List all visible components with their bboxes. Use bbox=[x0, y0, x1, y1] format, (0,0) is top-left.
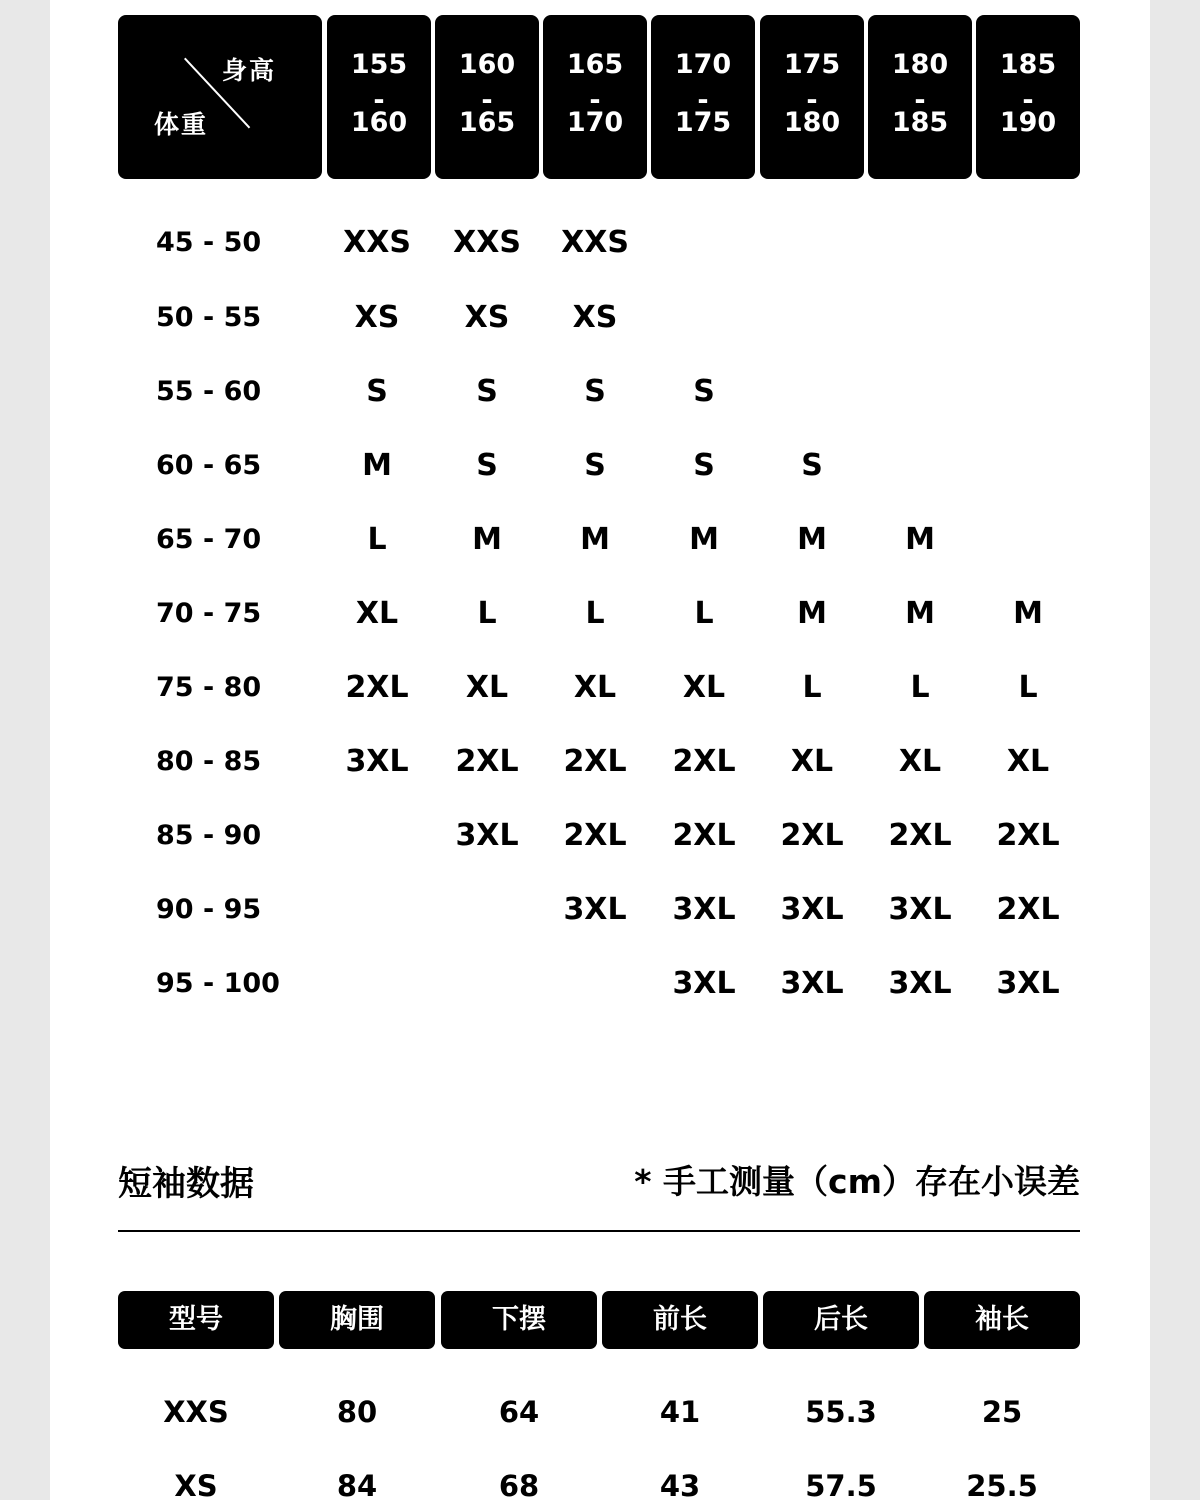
weight-range-label: 45 - 50 bbox=[156, 227, 262, 258]
size-cell: 3XL bbox=[780, 966, 844, 1001]
height-from: 180 bbox=[891, 49, 949, 80]
size-cell: S bbox=[693, 374, 715, 409]
size-cell: M bbox=[797, 522, 827, 557]
height-from: 185 bbox=[999, 49, 1057, 80]
size-cell: XL bbox=[355, 596, 399, 631]
size-cell: 2XL bbox=[888, 818, 952, 853]
column-header-chest: 胸围 bbox=[279, 1291, 435, 1349]
height-to: 165 bbox=[458, 107, 516, 138]
height-to: 185 bbox=[891, 107, 949, 138]
size-cell: XXS bbox=[343, 225, 411, 260]
measurement-cell: 55.3 bbox=[805, 1395, 877, 1429]
size-cell: XXS bbox=[561, 225, 629, 260]
size-cell: XL bbox=[465, 670, 509, 705]
size-cell: M bbox=[905, 596, 935, 631]
measurement-cell: 84 bbox=[336, 1469, 378, 1500]
size-cell: S bbox=[584, 448, 606, 483]
size-cell: 2XL bbox=[563, 818, 627, 853]
size-cell: M bbox=[1013, 596, 1043, 631]
column-header-back-length: 后长 bbox=[763, 1291, 919, 1349]
height-sep: - bbox=[1022, 85, 1034, 116]
size-cell: XL bbox=[898, 744, 942, 779]
height-range-header bbox=[760, 15, 864, 179]
size-cell: 3XL bbox=[996, 966, 1060, 1001]
section-title: 短袖数据 bbox=[118, 1164, 254, 1204]
measurement-cell: 57.5 bbox=[805, 1469, 877, 1500]
size-cell: L bbox=[694, 596, 714, 631]
model-cell: XXS bbox=[163, 1395, 229, 1429]
height-sep: - bbox=[481, 85, 493, 116]
size-cell: 2XL bbox=[672, 818, 736, 853]
height-to: 190 bbox=[999, 107, 1057, 138]
height-label: 身高 bbox=[222, 56, 277, 85]
size-cell: S bbox=[476, 448, 498, 483]
weight-range-label: 80 - 85 bbox=[156, 746, 262, 777]
size-cell: XS bbox=[354, 300, 400, 335]
size-cell: 3XL bbox=[672, 966, 736, 1001]
height-from: 165 bbox=[566, 49, 624, 80]
size-cell: M bbox=[472, 522, 502, 557]
size-cell: XS bbox=[464, 300, 510, 335]
height-range-header bbox=[435, 15, 539, 179]
size-cell: XL bbox=[573, 670, 617, 705]
weight-label: 体重 bbox=[154, 110, 209, 139]
size-cell: M bbox=[905, 522, 935, 557]
size-cell: XL bbox=[1006, 744, 1050, 779]
size-cell: 3XL bbox=[672, 892, 736, 927]
height-from: 170 bbox=[674, 49, 732, 80]
height-sep: - bbox=[914, 85, 926, 116]
size-cell: 2XL bbox=[996, 818, 1060, 853]
measurement-cell: 43 bbox=[659, 1469, 701, 1500]
column-header-front-length: 前长 bbox=[602, 1291, 758, 1349]
weight-range-label: 65 - 70 bbox=[156, 524, 262, 555]
size-cell: S bbox=[801, 448, 823, 483]
measurement-cell: 68 bbox=[498, 1469, 540, 1500]
height-to: 170 bbox=[566, 107, 624, 138]
column-header-model: 型号 bbox=[118, 1291, 274, 1349]
size-cell: S bbox=[584, 374, 606, 409]
height-range-header bbox=[651, 15, 755, 179]
size-cell: 3XL bbox=[563, 892, 627, 927]
size-cell: L bbox=[910, 670, 930, 705]
measurement-note: * 手工测量（cm）存在小误差 bbox=[634, 1162, 1080, 1201]
weight-range-label: 55 - 60 bbox=[156, 376, 262, 407]
size-cell: L bbox=[802, 670, 822, 705]
size-cell: 2XL bbox=[996, 892, 1060, 927]
weight-range-label: 60 - 65 bbox=[156, 450, 262, 481]
size-cell: M bbox=[362, 448, 392, 483]
size-cell: S bbox=[693, 448, 715, 483]
size-cell: XS bbox=[572, 300, 618, 335]
height-range-header bbox=[868, 15, 972, 179]
column-header-hem: 下摆 bbox=[441, 1291, 597, 1349]
height-to: 180 bbox=[783, 107, 841, 138]
column-header-sleeve-length: 袖长 bbox=[924, 1291, 1080, 1349]
height-sep: - bbox=[806, 85, 818, 116]
weight-range-label: 95 - 100 bbox=[156, 968, 280, 999]
size-cell: L bbox=[1018, 670, 1038, 705]
size-cell: S bbox=[366, 374, 388, 409]
measurement-cell: 64 bbox=[498, 1395, 540, 1429]
section-divider bbox=[118, 1230, 1080, 1232]
size-cell: 2XL bbox=[345, 670, 409, 705]
size-cell: XL bbox=[790, 744, 834, 779]
height-range-header bbox=[976, 15, 1080, 179]
height-from: 155 bbox=[350, 49, 408, 80]
size-cell: 2XL bbox=[672, 744, 736, 779]
height-range-header bbox=[543, 15, 647, 179]
size-cell: L bbox=[477, 596, 497, 631]
size-cell: XXS bbox=[453, 225, 521, 260]
weight-range-label: 85 - 90 bbox=[156, 820, 262, 851]
size-cell: 3XL bbox=[780, 892, 844, 927]
weight-range-label: 70 - 75 bbox=[156, 598, 262, 629]
height-from: 160 bbox=[458, 49, 516, 80]
height-sep: - bbox=[373, 85, 385, 116]
height-from: 175 bbox=[783, 49, 841, 80]
size-guide-page bbox=[50, 0, 1150, 1500]
size-cell: S bbox=[476, 374, 498, 409]
measurement-cell: 41 bbox=[659, 1395, 701, 1429]
model-cell: XS bbox=[174, 1469, 218, 1500]
measurement-cell: 25.5 bbox=[966, 1469, 1038, 1500]
height-range-header bbox=[327, 15, 431, 179]
size-cell: M bbox=[797, 596, 827, 631]
size-cell: 2XL bbox=[455, 744, 519, 779]
size-cell: 2XL bbox=[780, 818, 844, 853]
measurement-cell: 25 bbox=[981, 1395, 1023, 1429]
size-cell: 3XL bbox=[888, 892, 952, 927]
height-sep: - bbox=[589, 85, 601, 116]
height-to: 160 bbox=[350, 107, 408, 138]
size-cell: L bbox=[585, 596, 605, 631]
weight-range-label: 90 - 95 bbox=[156, 894, 262, 925]
size-cell: 3XL bbox=[888, 966, 952, 1001]
weight-range-label: 50 - 55 bbox=[156, 302, 262, 333]
measurement-cell: 80 bbox=[336, 1395, 378, 1429]
height-sep: - bbox=[697, 85, 709, 116]
size-cell: M bbox=[689, 522, 719, 557]
height-weight-corner-header bbox=[118, 15, 322, 179]
size-cell: 3XL bbox=[345, 744, 409, 779]
size-cell: 3XL bbox=[455, 818, 519, 853]
size-cell: M bbox=[580, 522, 610, 557]
size-cell: XL bbox=[682, 670, 726, 705]
size-cell: 2XL bbox=[563, 744, 627, 779]
height-to: 175 bbox=[674, 107, 732, 138]
size-cell: L bbox=[367, 522, 387, 557]
weight-range-label: 75 - 80 bbox=[156, 672, 262, 703]
